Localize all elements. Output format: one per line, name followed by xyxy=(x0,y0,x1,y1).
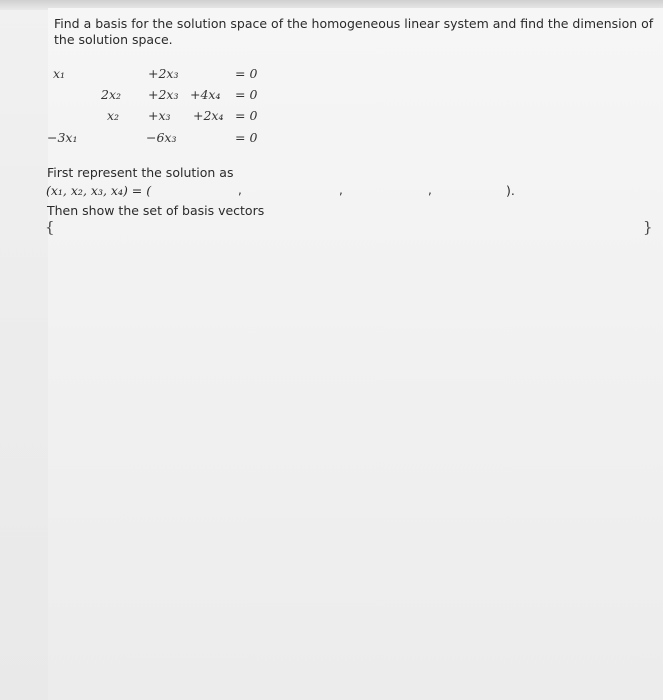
tuple-close: ). xyxy=(506,183,515,198)
row4-rhs: = 0 xyxy=(235,130,258,145)
solution-prompt: First represent the solution as xyxy=(47,165,234,180)
tuple-comma-1: , xyxy=(238,183,242,197)
row1-rhs: = 0 xyxy=(235,66,258,81)
row3-x3-term: +x₃ xyxy=(148,108,171,123)
row3-rhs: = 0 xyxy=(235,108,258,123)
question-text: Find a basis for the solution space of the homogeneous linear system and find the dimension of the solution space. xyxy=(54,16,654,47)
basis-prompt: Then show the set of basis vectors xyxy=(47,203,265,218)
row4-x1-term: −3x₁ xyxy=(47,130,78,145)
solution-tuple-lhs: (x₁, x₂, x₃, x₄) = ( xyxy=(46,183,152,198)
row3-x2-term: x₂ xyxy=(107,108,120,123)
row3-x4-term: +2x₄ xyxy=(193,108,224,123)
tuple-comma-3: , xyxy=(428,183,432,197)
row1-x1-term: x₁ xyxy=(53,66,66,81)
tuple-comma-2: , xyxy=(339,183,343,197)
row2-x4-term: +4x₄ xyxy=(190,87,221,102)
row4-x3-term: −6x₃ xyxy=(146,130,177,145)
basis-open-brace: { xyxy=(45,218,55,236)
page-sheet xyxy=(48,8,663,700)
row1-x3-term: +2x₃ xyxy=(148,66,179,81)
row2-x2-term: 2x₂ xyxy=(101,87,122,102)
basis-close-brace: } xyxy=(643,218,653,236)
row2-rhs: = 0 xyxy=(235,87,258,102)
row2-x3-term: +2x₃ xyxy=(148,87,179,102)
